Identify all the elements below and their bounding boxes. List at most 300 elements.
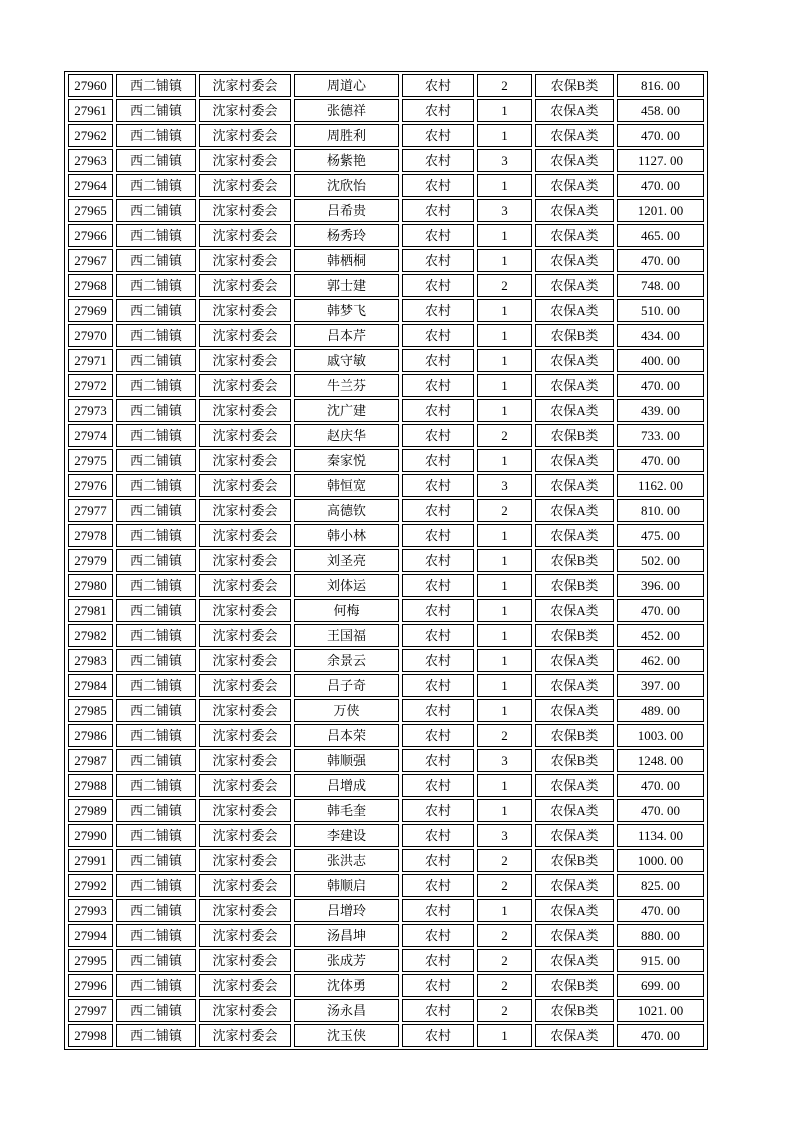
cell-village: 沈家村委会 [199, 824, 291, 847]
cell-village: 沈家村委会 [199, 774, 291, 797]
cell-person-count: 1 [477, 1024, 532, 1047]
cell-insurance-category: 农保A类 [535, 249, 614, 272]
cell-amount: 434. 00 [617, 324, 704, 347]
cell-residence-type: 农村 [402, 499, 474, 522]
table-row [68, 374, 704, 397]
cell-person-count: 1 [477, 599, 532, 622]
cell-person-count: 1 [477, 449, 532, 472]
cell-name: 韩小林 [294, 524, 399, 547]
cell-id: 27986 [68, 724, 113, 747]
cell-person-count: 1 [477, 624, 532, 647]
cell-town: 西二铺镇 [116, 999, 196, 1022]
cell-town: 西二铺镇 [116, 299, 196, 322]
cell-amount: 510. 00 [617, 299, 704, 322]
cell-village: 沈家村委会 [199, 299, 291, 322]
cell-person-count: 2 [477, 274, 532, 297]
cell-name: 牛兰芬 [294, 374, 399, 397]
cell-village: 沈家村委会 [199, 574, 291, 597]
cell-insurance-category: 农保A类 [535, 1024, 614, 1047]
cell-name: 吕增玲 [294, 899, 399, 922]
cell-insurance-category: 农保B类 [535, 974, 614, 997]
cell-person-count: 2 [477, 424, 532, 447]
cell-residence-type: 农村 [402, 449, 474, 472]
cell-village: 沈家村委会 [199, 374, 291, 397]
cell-residence-type: 农村 [402, 849, 474, 872]
cell-residence-type: 农村 [402, 274, 474, 297]
cell-residence-type: 农村 [402, 899, 474, 922]
cell-id: 27991 [68, 849, 113, 872]
cell-village: 沈家村委会 [199, 649, 291, 672]
cell-amount: 470. 00 [617, 249, 704, 272]
cell-town: 西二铺镇 [116, 799, 196, 822]
cell-insurance-category: 农保A类 [535, 524, 614, 547]
cell-name: 韩栖桐 [294, 249, 399, 272]
table-row [68, 224, 704, 247]
cell-village: 沈家村委会 [199, 799, 291, 822]
cell-id: 27968 [68, 274, 113, 297]
cell-amount: 470. 00 [617, 374, 704, 397]
cell-person-count: 1 [477, 674, 532, 697]
cell-village: 沈家村委会 [199, 324, 291, 347]
cell-id: 27987 [68, 749, 113, 772]
table-row [68, 974, 704, 997]
cell-residence-type: 农村 [402, 874, 474, 897]
cell-person-count: 1 [477, 99, 532, 122]
cell-person-count: 2 [477, 949, 532, 972]
cell-village: 沈家村委会 [199, 524, 291, 547]
cell-amount: 1162. 00 [617, 474, 704, 497]
cell-id: 27997 [68, 999, 113, 1022]
cell-residence-type: 农村 [402, 799, 474, 822]
cell-amount: 1000. 00 [617, 849, 704, 872]
cell-id: 27982 [68, 624, 113, 647]
cell-name: 沈广建 [294, 399, 399, 422]
cell-name: 汤昌坤 [294, 924, 399, 947]
table-row [68, 74, 704, 97]
cell-amount: 462. 00 [617, 649, 704, 672]
cell-amount: 825. 00 [617, 874, 704, 897]
cell-name: 何梅 [294, 599, 399, 622]
cell-id: 27978 [68, 524, 113, 547]
cell-name: 韩毛奎 [294, 799, 399, 822]
cell-town: 西二铺镇 [116, 74, 196, 97]
cell-amount: 810. 00 [617, 499, 704, 522]
cell-id: 27998 [68, 1024, 113, 1047]
cell-insurance-category: 农保A类 [535, 674, 614, 697]
cell-residence-type: 农村 [402, 774, 474, 797]
cell-village: 沈家村委会 [199, 549, 291, 572]
cell-town: 西二铺镇 [116, 949, 196, 972]
cell-residence-type: 农村 [402, 624, 474, 647]
cell-insurance-category: 农保B类 [535, 999, 614, 1022]
cell-town: 西二铺镇 [116, 774, 196, 797]
cell-amount: 699. 00 [617, 974, 704, 997]
cell-town: 西二铺镇 [116, 149, 196, 172]
cell-amount: 489. 00 [617, 699, 704, 722]
cell-village: 沈家村委会 [199, 99, 291, 122]
table-row [68, 499, 704, 522]
cell-residence-type: 农村 [402, 699, 474, 722]
cell-town: 西二铺镇 [116, 399, 196, 422]
cell-id: 27977 [68, 499, 113, 522]
cell-id: 27962 [68, 124, 113, 147]
cell-name: 吕本荣 [294, 724, 399, 747]
cell-amount: 915. 00 [617, 949, 704, 972]
cell-insurance-category: 农保A类 [535, 699, 614, 722]
cell-id: 27989 [68, 799, 113, 822]
cell-insurance-category: 农保B类 [535, 849, 614, 872]
cell-amount: 880. 00 [617, 924, 704, 947]
cell-name: 韩恒宽 [294, 474, 399, 497]
cell-town: 西二铺镇 [116, 1024, 196, 1047]
cell-id: 27966 [68, 224, 113, 247]
cell-name: 韩顺强 [294, 749, 399, 772]
cell-town: 西二铺镇 [116, 899, 196, 922]
cell-person-count: 2 [477, 724, 532, 747]
cell-name: 沈欣怡 [294, 174, 399, 197]
cell-amount: 397. 00 [617, 674, 704, 697]
cell-insurance-category: 农保A类 [535, 349, 614, 372]
cell-person-count: 1 [477, 124, 532, 147]
cell-residence-type: 农村 [402, 199, 474, 222]
table-row [68, 949, 704, 972]
cell-id: 27983 [68, 649, 113, 672]
cell-name: 张成芳 [294, 949, 399, 972]
cell-id: 27971 [68, 349, 113, 372]
cell-amount: 396. 00 [617, 574, 704, 597]
cell-village: 沈家村委会 [199, 149, 291, 172]
cell-name: 杨秀玲 [294, 224, 399, 247]
cell-amount: 470. 00 [617, 124, 704, 147]
cell-id: 27988 [68, 774, 113, 797]
cell-insurance-category: 农保A类 [535, 274, 614, 297]
cell-name: 余景云 [294, 649, 399, 672]
cell-id: 27976 [68, 474, 113, 497]
cell-town: 西二铺镇 [116, 699, 196, 722]
cell-village: 沈家村委会 [199, 724, 291, 747]
cell-residence-type: 农村 [402, 974, 474, 997]
cell-residence-type: 农村 [402, 1024, 474, 1047]
cell-amount: 470. 00 [617, 799, 704, 822]
cell-insurance-category: 农保A类 [535, 474, 614, 497]
cell-insurance-category: 农保A类 [535, 899, 614, 922]
cell-person-count: 1 [477, 799, 532, 822]
cell-person-count: 1 [477, 399, 532, 422]
cell-residence-type: 农村 [402, 524, 474, 547]
cell-insurance-category: 农保B类 [535, 424, 614, 447]
cell-person-count: 3 [477, 749, 532, 772]
table-row [68, 574, 704, 597]
cell-residence-type: 农村 [402, 74, 474, 97]
cell-insurance-category: 农保B类 [535, 724, 614, 747]
cell-id: 27996 [68, 974, 113, 997]
cell-town: 西二铺镇 [116, 574, 196, 597]
table-row [68, 249, 704, 272]
cell-person-count: 1 [477, 374, 532, 397]
cell-name: 吕增成 [294, 774, 399, 797]
cell-name: 秦家悦 [294, 449, 399, 472]
table-body [68, 74, 704, 1047]
cell-residence-type: 农村 [402, 174, 474, 197]
cell-amount: 465. 00 [617, 224, 704, 247]
cell-person-count: 1 [477, 349, 532, 372]
cell-name: 吕子奇 [294, 674, 399, 697]
cell-town: 西二铺镇 [116, 274, 196, 297]
cell-village: 沈家村委会 [199, 349, 291, 372]
cell-amount: 470. 00 [617, 449, 704, 472]
table-row [68, 749, 704, 772]
table-row [68, 724, 704, 747]
cell-insurance-category: 农保A类 [535, 149, 614, 172]
cell-village: 沈家村委会 [199, 499, 291, 522]
table-row [68, 274, 704, 297]
cell-amount: 1134. 00 [617, 824, 704, 847]
cell-residence-type: 农村 [402, 549, 474, 572]
cell-village: 沈家村委会 [199, 624, 291, 647]
cell-amount: 748. 00 [617, 274, 704, 297]
cell-amount: 1021. 00 [617, 999, 704, 1022]
cell-village: 沈家村委会 [199, 74, 291, 97]
cell-town: 西二铺镇 [116, 349, 196, 372]
cell-person-count: 2 [477, 874, 532, 897]
cell-town: 西二铺镇 [116, 224, 196, 247]
document-page [64, 71, 708, 1050]
cell-person-count: 2 [477, 499, 532, 522]
cell-residence-type: 农村 [402, 224, 474, 247]
cell-person-count: 3 [477, 824, 532, 847]
cell-town: 西二铺镇 [116, 474, 196, 497]
cell-town: 西二铺镇 [116, 449, 196, 472]
table-row [68, 649, 704, 672]
cell-person-count: 1 [477, 774, 532, 797]
cell-town: 西二铺镇 [116, 199, 196, 222]
cell-person-count: 3 [477, 149, 532, 172]
cell-town: 西二铺镇 [116, 974, 196, 997]
cell-id: 27984 [68, 674, 113, 697]
cell-amount: 470. 00 [617, 774, 704, 797]
table-row [68, 874, 704, 897]
cell-person-count: 3 [477, 474, 532, 497]
cell-residence-type: 农村 [402, 599, 474, 622]
cell-id: 27967 [68, 249, 113, 272]
cell-village: 沈家村委会 [199, 699, 291, 722]
cell-village: 沈家村委会 [199, 1024, 291, 1047]
cell-amount: 400. 00 [617, 349, 704, 372]
cell-village: 沈家村委会 [199, 424, 291, 447]
cell-id: 27993 [68, 899, 113, 922]
cell-residence-type: 农村 [402, 999, 474, 1022]
cell-name: 吕本芹 [294, 324, 399, 347]
table-row [68, 349, 704, 372]
cell-person-count: 1 [477, 574, 532, 597]
cell-person-count: 1 [477, 549, 532, 572]
table-row [68, 399, 704, 422]
cell-town: 西二铺镇 [116, 924, 196, 947]
cell-town: 西二铺镇 [116, 724, 196, 747]
cell-town: 西二铺镇 [116, 324, 196, 347]
cell-name: 周胜利 [294, 124, 399, 147]
cell-amount: 470. 00 [617, 1024, 704, 1047]
table-row [68, 824, 704, 847]
cell-insurance-category: 农保A类 [535, 874, 614, 897]
cell-person-count: 1 [477, 299, 532, 322]
cell-id: 27980 [68, 574, 113, 597]
cell-id: 27963 [68, 149, 113, 172]
cell-residence-type: 农村 [402, 474, 474, 497]
cell-amount: 502. 00 [617, 549, 704, 572]
cell-person-count: 2 [477, 924, 532, 947]
cell-name: 汤永昌 [294, 999, 399, 1022]
cell-town: 西二铺镇 [116, 599, 196, 622]
cell-amount: 470. 00 [617, 174, 704, 197]
cell-village: 沈家村委会 [199, 124, 291, 147]
cell-town: 西二铺镇 [116, 374, 196, 397]
cell-residence-type: 农村 [402, 249, 474, 272]
table-row [68, 124, 704, 147]
table-row [68, 924, 704, 947]
table-row [68, 674, 704, 697]
cell-person-count: 1 [477, 249, 532, 272]
cell-person-count: 2 [477, 974, 532, 997]
cell-amount: 1127. 00 [617, 149, 704, 172]
table-row [68, 599, 704, 622]
cell-name: 万侠 [294, 699, 399, 722]
cell-name: 韩顺启 [294, 874, 399, 897]
cell-amount: 1248. 00 [617, 749, 704, 772]
cell-insurance-category: 农保A类 [535, 299, 614, 322]
table-row [68, 299, 704, 322]
payment-roster-table [64, 71, 708, 1050]
cell-id: 27974 [68, 424, 113, 447]
cell-residence-type: 农村 [402, 949, 474, 972]
cell-insurance-category: 农保B类 [535, 749, 614, 772]
table-row [68, 899, 704, 922]
table-row [68, 699, 704, 722]
cell-residence-type: 农村 [402, 724, 474, 747]
cell-amount: 816. 00 [617, 74, 704, 97]
cell-village: 沈家村委会 [199, 174, 291, 197]
cell-name: 沈体勇 [294, 974, 399, 997]
cell-residence-type: 农村 [402, 349, 474, 372]
cell-amount: 470. 00 [617, 599, 704, 622]
cell-id: 27979 [68, 549, 113, 572]
cell-residence-type: 农村 [402, 149, 474, 172]
cell-amount: 475. 00 [617, 524, 704, 547]
cell-residence-type: 农村 [402, 399, 474, 422]
cell-village: 沈家村委会 [199, 949, 291, 972]
cell-id: 27960 [68, 74, 113, 97]
cell-village: 沈家村委会 [199, 249, 291, 272]
cell-village: 沈家村委会 [199, 474, 291, 497]
table-row [68, 149, 704, 172]
cell-amount: 1201. 00 [617, 199, 704, 222]
cell-insurance-category: 农保A类 [535, 924, 614, 947]
cell-id: 27990 [68, 824, 113, 847]
cell-town: 西二铺镇 [116, 824, 196, 847]
cell-name: 刘体运 [294, 574, 399, 597]
cell-insurance-category: 农保A类 [535, 949, 614, 972]
cell-residence-type: 农村 [402, 424, 474, 447]
table-row [68, 799, 704, 822]
cell-insurance-category: 农保A类 [535, 774, 614, 797]
cell-insurance-category: 农保A类 [535, 124, 614, 147]
cell-residence-type: 农村 [402, 924, 474, 947]
cell-town: 西二铺镇 [116, 99, 196, 122]
cell-id: 27972 [68, 374, 113, 397]
cell-residence-type: 农村 [402, 749, 474, 772]
cell-id: 27994 [68, 924, 113, 947]
cell-village: 沈家村委会 [199, 199, 291, 222]
table-row [68, 449, 704, 472]
cell-insurance-category: 农保A类 [535, 599, 614, 622]
cell-town: 西二铺镇 [116, 174, 196, 197]
cell-town: 西二铺镇 [116, 524, 196, 547]
cell-village: 沈家村委会 [199, 274, 291, 297]
cell-town: 西二铺镇 [116, 424, 196, 447]
cell-person-count: 1 [477, 699, 532, 722]
table-row [68, 324, 704, 347]
cell-name: 杨紫艳 [294, 149, 399, 172]
cell-insurance-category: 农保A类 [535, 199, 614, 222]
cell-name: 高德钦 [294, 499, 399, 522]
cell-name: 赵庆华 [294, 424, 399, 447]
cell-village: 沈家村委会 [199, 899, 291, 922]
cell-id: 27992 [68, 874, 113, 897]
table-row [68, 99, 704, 122]
cell-town: 西二铺镇 [116, 249, 196, 272]
cell-amount: 470. 00 [617, 899, 704, 922]
cell-insurance-category: 农保A类 [535, 399, 614, 422]
table-row [68, 774, 704, 797]
cell-town: 西二铺镇 [116, 624, 196, 647]
cell-insurance-category: 农保A类 [535, 499, 614, 522]
cell-insurance-category: 农保A类 [535, 374, 614, 397]
cell-id: 27964 [68, 174, 113, 197]
table-row [68, 474, 704, 497]
cell-town: 西二铺镇 [116, 749, 196, 772]
table-row [68, 424, 704, 447]
cell-residence-type: 农村 [402, 374, 474, 397]
cell-name: 刘圣亮 [294, 549, 399, 572]
cell-village: 沈家村委会 [199, 749, 291, 772]
cell-person-count: 1 [477, 324, 532, 347]
cell-village: 沈家村委会 [199, 849, 291, 872]
cell-insurance-category: 农保B类 [535, 549, 614, 572]
cell-person-count: 1 [477, 899, 532, 922]
cell-person-count: 1 [477, 649, 532, 672]
cell-village: 沈家村委会 [199, 924, 291, 947]
cell-insurance-category: 农保A类 [535, 224, 614, 247]
table-row [68, 174, 704, 197]
cell-amount: 733. 00 [617, 424, 704, 447]
cell-amount: 452. 00 [617, 624, 704, 647]
table-row [68, 1024, 704, 1047]
cell-town: 西二铺镇 [116, 649, 196, 672]
cell-residence-type: 农村 [402, 299, 474, 322]
cell-id: 27985 [68, 699, 113, 722]
cell-id: 27975 [68, 449, 113, 472]
cell-residence-type: 农村 [402, 574, 474, 597]
cell-id: 27969 [68, 299, 113, 322]
cell-village: 沈家村委会 [199, 974, 291, 997]
cell-village: 沈家村委会 [199, 999, 291, 1022]
cell-village: 沈家村委会 [199, 674, 291, 697]
cell-name: 韩梦飞 [294, 299, 399, 322]
cell-residence-type: 农村 [402, 824, 474, 847]
table-row [68, 624, 704, 647]
cell-town: 西二铺镇 [116, 674, 196, 697]
cell-residence-type: 农村 [402, 124, 474, 147]
